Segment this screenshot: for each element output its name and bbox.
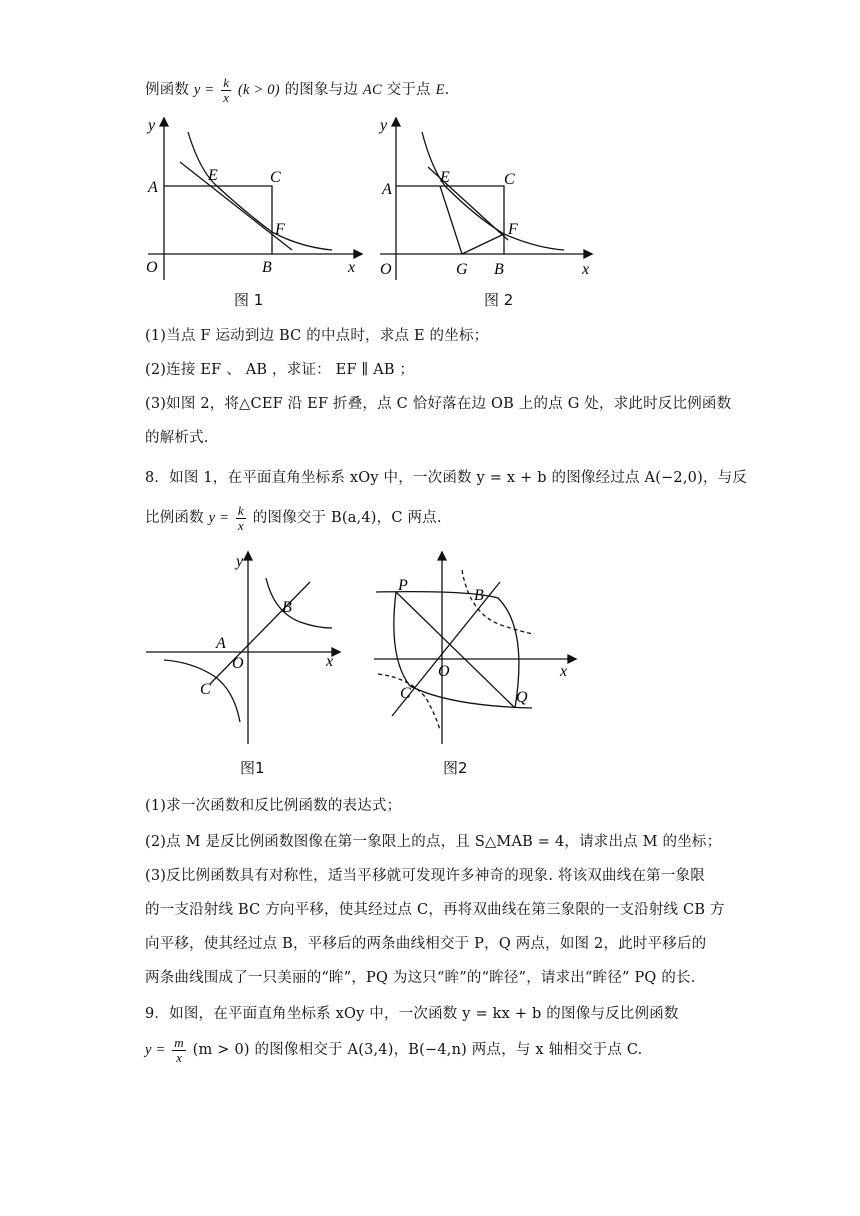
q8-part-3-cont-1: 的一支沿射线 BC 方向平移，使其经过点 C，再将双曲线在第三象限的一支沿射线 CB 方 [145,902,725,918]
label-o: O [232,655,244,672]
q7-figure-2 [376,112,601,287]
y-arrow [392,118,400,126]
label-x: x [582,261,590,278]
label-o: O [438,663,450,680]
label-p: P [398,577,408,594]
original-branch-q3 [378,674,440,730]
label-y: y [236,553,244,570]
q8-fig1-caption: 图1 [240,759,265,777]
q8-figure-2 [370,548,585,748]
label-o: O [380,261,392,278]
label-q: Q [516,689,528,706]
label-c: C [200,681,211,698]
x-arrow [354,250,362,258]
q7-frac-num: k [223,75,230,90]
q8-line-2 [145,504,442,532]
q7-part-1: (1)当点 F 运动到边 BC 的中点时，求点 E 的坐标； [145,328,489,344]
x-arrow [584,250,592,258]
y-arrow [244,552,252,560]
q7-intro-post2: 交于点 [386,82,431,99]
y-arrow [438,552,446,560]
q8-part-3-cont-3: 两条曲线围成了一只美丽的“眸”，PQ 为这只“眸”的“眸径”，请求出“眸径” PQ 的长. [145,970,696,986]
label-c: C [504,171,515,188]
label-x: x [348,259,356,276]
label-b: B [282,599,292,616]
q8-line2-post: 的图像交于 B(a,4)，C 两点. [252,510,442,527]
x-arrow [568,655,576,663]
q7-fig1-caption: 图 1 [234,291,264,309]
label-x: x [560,663,568,680]
q9-frac-den: x [176,1049,183,1065]
q8-frac-den: x [237,517,244,533]
q7-condition: (k > 0) [237,82,280,99]
line-pq [396,592,515,708]
q9-fraction [172,1036,186,1064]
q7-intro-post: 的图象与边 [284,82,359,99]
q7-frac-den: x [223,89,230,105]
q7-fraction [221,76,231,104]
q8-frac-num: k [237,503,244,518]
q8-part-2: (2)点 M 是反比例函数图像在第一象限上的点，且 S△MAB = 4，请求出点 M 的坐标； [145,834,722,850]
q7-intro-pre: 例函数 [145,82,190,99]
hyperbola [188,132,332,250]
q8-figure-1 [142,548,352,748]
hyperbola-q1 [266,578,332,628]
label-a: A [216,635,226,652]
label-c: C [270,169,281,186]
q7-intro-end: . [444,82,450,99]
q9-frac-num: m [174,1035,184,1050]
label-b: B [262,259,272,276]
label-a: A [382,181,392,198]
label-o: O [146,259,158,276]
x-arrow [332,648,340,656]
q7-part-2: (2)连接 EF 、 AB ，求证： EF ∥ AB ； [145,362,415,378]
label-a: A [148,179,158,196]
original-branch-q1 [462,570,534,634]
q7-edge-ac: AC [362,82,382,99]
y-arrow [160,118,168,126]
line-eg [440,186,462,254]
q7-formula-y: y = [193,82,215,99]
rectangle-abc [396,186,504,254]
line-gf [462,234,504,254]
label-y: y [148,117,156,134]
q9-line2-post: (m > 0) 的图像相交于 A(3,4)，B(−4,n) 两点，与 x 轴相交于点 C. [192,1042,643,1059]
q9-line-1: 9．如图，在平面直角坐标系 xOy 中，一次函数 y = kx + b 的图像与反比例函数 [145,1006,679,1022]
q8-line2-pre: 比例函数 [145,510,204,527]
line-ab [210,582,310,684]
q8-fig2-caption: 图2 [443,759,468,777]
label-f: F [508,221,518,238]
label-y: y [380,117,388,134]
q9-formula-y: y = [145,1042,166,1059]
q8-line-1: 8．如图 1，在平面直角坐标系 xOy 中，一次函数 y = x + b 的图像经过点 A(−2,0)，与反 [145,470,748,486]
label-c: C [400,685,411,702]
q9-line-2 [145,1036,642,1064]
q8-part-3-cont-2: 向平移，使其经过点 B，平移后的两条曲线相交于 P，Q 两点，如图 2，此时平移后的 [145,936,707,952]
q7-intro-line [145,76,449,104]
q7-figure-1 [140,112,370,287]
q7-fig2-caption: 图 2 [484,291,514,309]
q7-part-3-cont: 的解析式. [145,430,209,446]
q7-point-e: E [435,82,445,99]
label-g: G [456,261,468,278]
q8-part-1: (1)求一次函数和反比例函数的表达式； [145,798,402,814]
label-e: E [440,169,450,186]
label-f: F [275,221,285,238]
label-e: E [208,167,218,184]
label-x: x [326,653,334,670]
q8-fraction [236,504,246,532]
q7-part-3: (3)如图 2，将△CEF 沿 EF 折叠，点 C 恰好落在边 OB 上的点 G 处，求此时反比例函数 [145,396,732,412]
q8-formula-y: y = [208,510,230,527]
label-b: B [494,261,504,278]
label-b: B [474,587,484,604]
hyperbola [422,132,564,250]
q8-part-3: (3)反比例函数具有对称性，适当平移就可发现许多神奇的现象. 将该双曲线在第一象限 [145,868,705,884]
